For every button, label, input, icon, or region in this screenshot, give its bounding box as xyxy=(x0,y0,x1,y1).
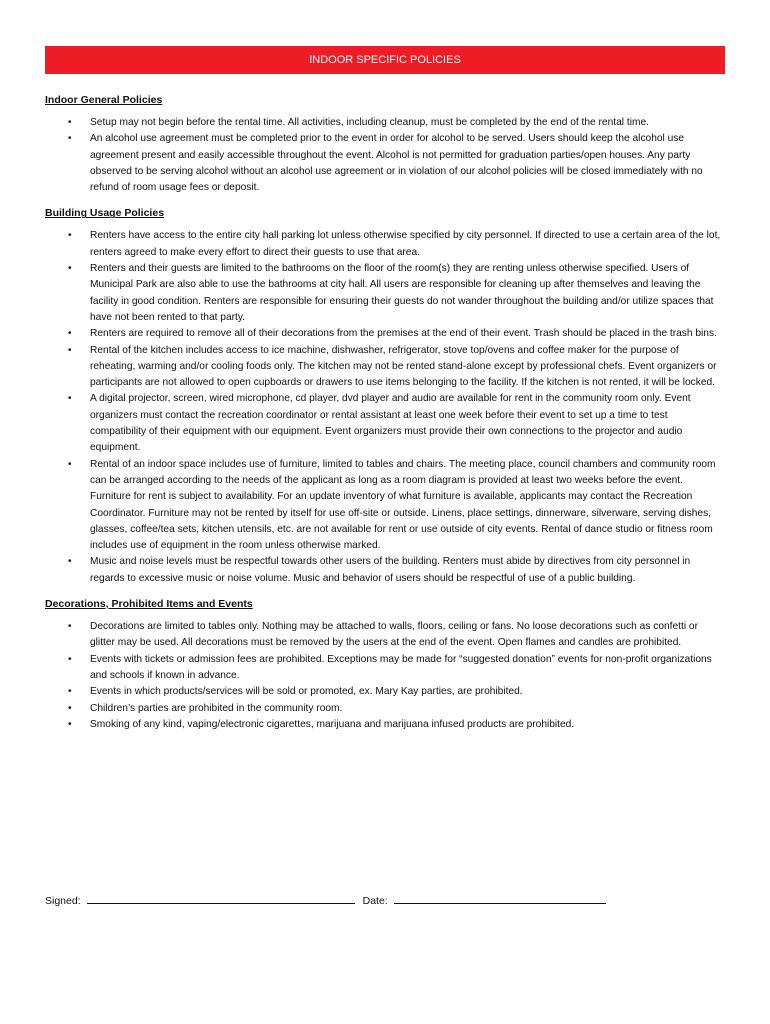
list-item: • Rental of the kitchen includes access to ice machine, dishwasher, refrigerator, stove top/ovens and coffee maker for the purpose of reheating, warming and/or cooling foods only. The kitchen may not be rented stand-alone except by professional chefs. Event organizers or participants are not allowed to open cupboards or drawers to use items belonging to the facility. If the kitchen is not rented, it will be locked. xyxy=(90,343,725,392)
list-item: • Events with tickets or admission fees are prohibited. Exceptions may be made for “suggested donation” events for non-profit organizations and schools if known in advance. xyxy=(90,652,725,685)
section-building-usage-policies xyxy=(45,206,725,587)
date-line[interactable] xyxy=(394,893,606,904)
bullet-list xyxy=(45,115,725,196)
bullet-list xyxy=(45,228,725,587)
list-item: • Setup may not begin before the rental time. All activities, including cleanup, must be completed by the end of the rental time. xyxy=(90,115,725,131)
list-item: • Children’s parties are prohibited in the community room. xyxy=(90,701,725,717)
list-item: • Renters have access to the entire city hall parking lot unless otherwise specified by city personnel. If directed to use a certain area of the lot, renters agreed to make every effort to direct their guests to use that area. xyxy=(90,228,725,261)
list-item: • Rental of an indoor space includes use of furniture, limited to tables and chairs. The meeting place, council chambers and community room can be arranged according to the needs of the applicant as long as a room diagram is provided at least two weeks before the event. Furniture for rent is subject to availability. For an update inventory of what furniture is available, applicants may contact the Recreation Coordinator. Furniture may not be rented by itself for use off-site or outside. Linens, place settings, dinnerware, silverware, serving dishes, glasses, coffee/tea sets, kitchen utensils, etc. are not available for rent or use outside of city events. Rental of dance studio or fitness room includes use of equipment in the room unless otherwise marked. xyxy=(90,457,725,555)
policy-content xyxy=(45,93,725,733)
signature-line[interactable] xyxy=(87,893,355,904)
section-indoor-general-policies xyxy=(45,93,725,196)
signed-label: Signed: xyxy=(45,895,81,907)
page-title-banner xyxy=(45,46,725,74)
bullet-list xyxy=(45,619,725,733)
page-title: INDOOR SPECIFIC POLICIES xyxy=(309,54,461,66)
list-item: • An alcohol use agreement must be completed prior to the event in order for alcohol to be served. Users should keep the alcohol use agreement present and easily accessible throughout the event. Alcohol is not permitted for graduation parties/open houses. Any party observed to be serving alcohol without an alcohol use agreement or in violation of our alcohol policies will be closed immediately with no refund of room usage fees or deposit. xyxy=(90,131,725,196)
list-item: • Smoking of any kind, vaping/electronic cigarettes, marijuana and marijuana infused products are prohibited. xyxy=(90,717,725,733)
section-heading: Decorations, Prohibited Items and Events xyxy=(45,598,253,611)
section-decorations-prohibited xyxy=(45,597,725,733)
list-item: • Renters are required to remove all of their decorations from the premises at the end of their event. Trash should be placed in the trash bins. xyxy=(90,326,725,342)
signature-row xyxy=(45,893,606,907)
section-heading: Indoor General Policies xyxy=(45,94,163,106)
list-item: • Decorations are limited to tables only. Nothing may be attached to walls, floors, ceiling or fans. No loose decorations such as confetti or glitter may be used. All decorations must be removed by the users at the end of the event. Open flames and candles are prohibited. xyxy=(90,619,725,652)
list-item: • A digital projector, screen, wired microphone, cd player, dvd player and audio are available for rent in the community room only. Event organizers must contact the recreation coordinator or rental assistant at least one week before their event to set up a time to test compatibility of their equipment with our equipment. Event organizers must provide their own connections to the projector and audio equipment. xyxy=(90,391,725,456)
list-item: • Renters and their guests are limited to the bathrooms on the floor of the room(s) they are renting unless otherwise specified. Users of Municipal Park are also able to use the bathrooms at city hall. All users are responsible for cleaning up after themselves and leaving the facility in good condition. Renters are responsible for ensuring their guests do not wander throughout the building and/or utilize spaces that have not been rented to that party. xyxy=(90,261,725,326)
date-label: Date: xyxy=(362,895,388,907)
list-item: • Music and noise levels must be respectful towards other users of the building. Renters must abide by directives from city personnel in regards to excessive music or noise volume. Music and behavior of users should be respectful of use of a public building. xyxy=(90,554,725,587)
section-heading: Building Usage Policies xyxy=(45,207,165,220)
list-item: • Events in which products/services will be sold or promoted, ex. Mary Kay parties, are prohibited. xyxy=(90,684,725,700)
